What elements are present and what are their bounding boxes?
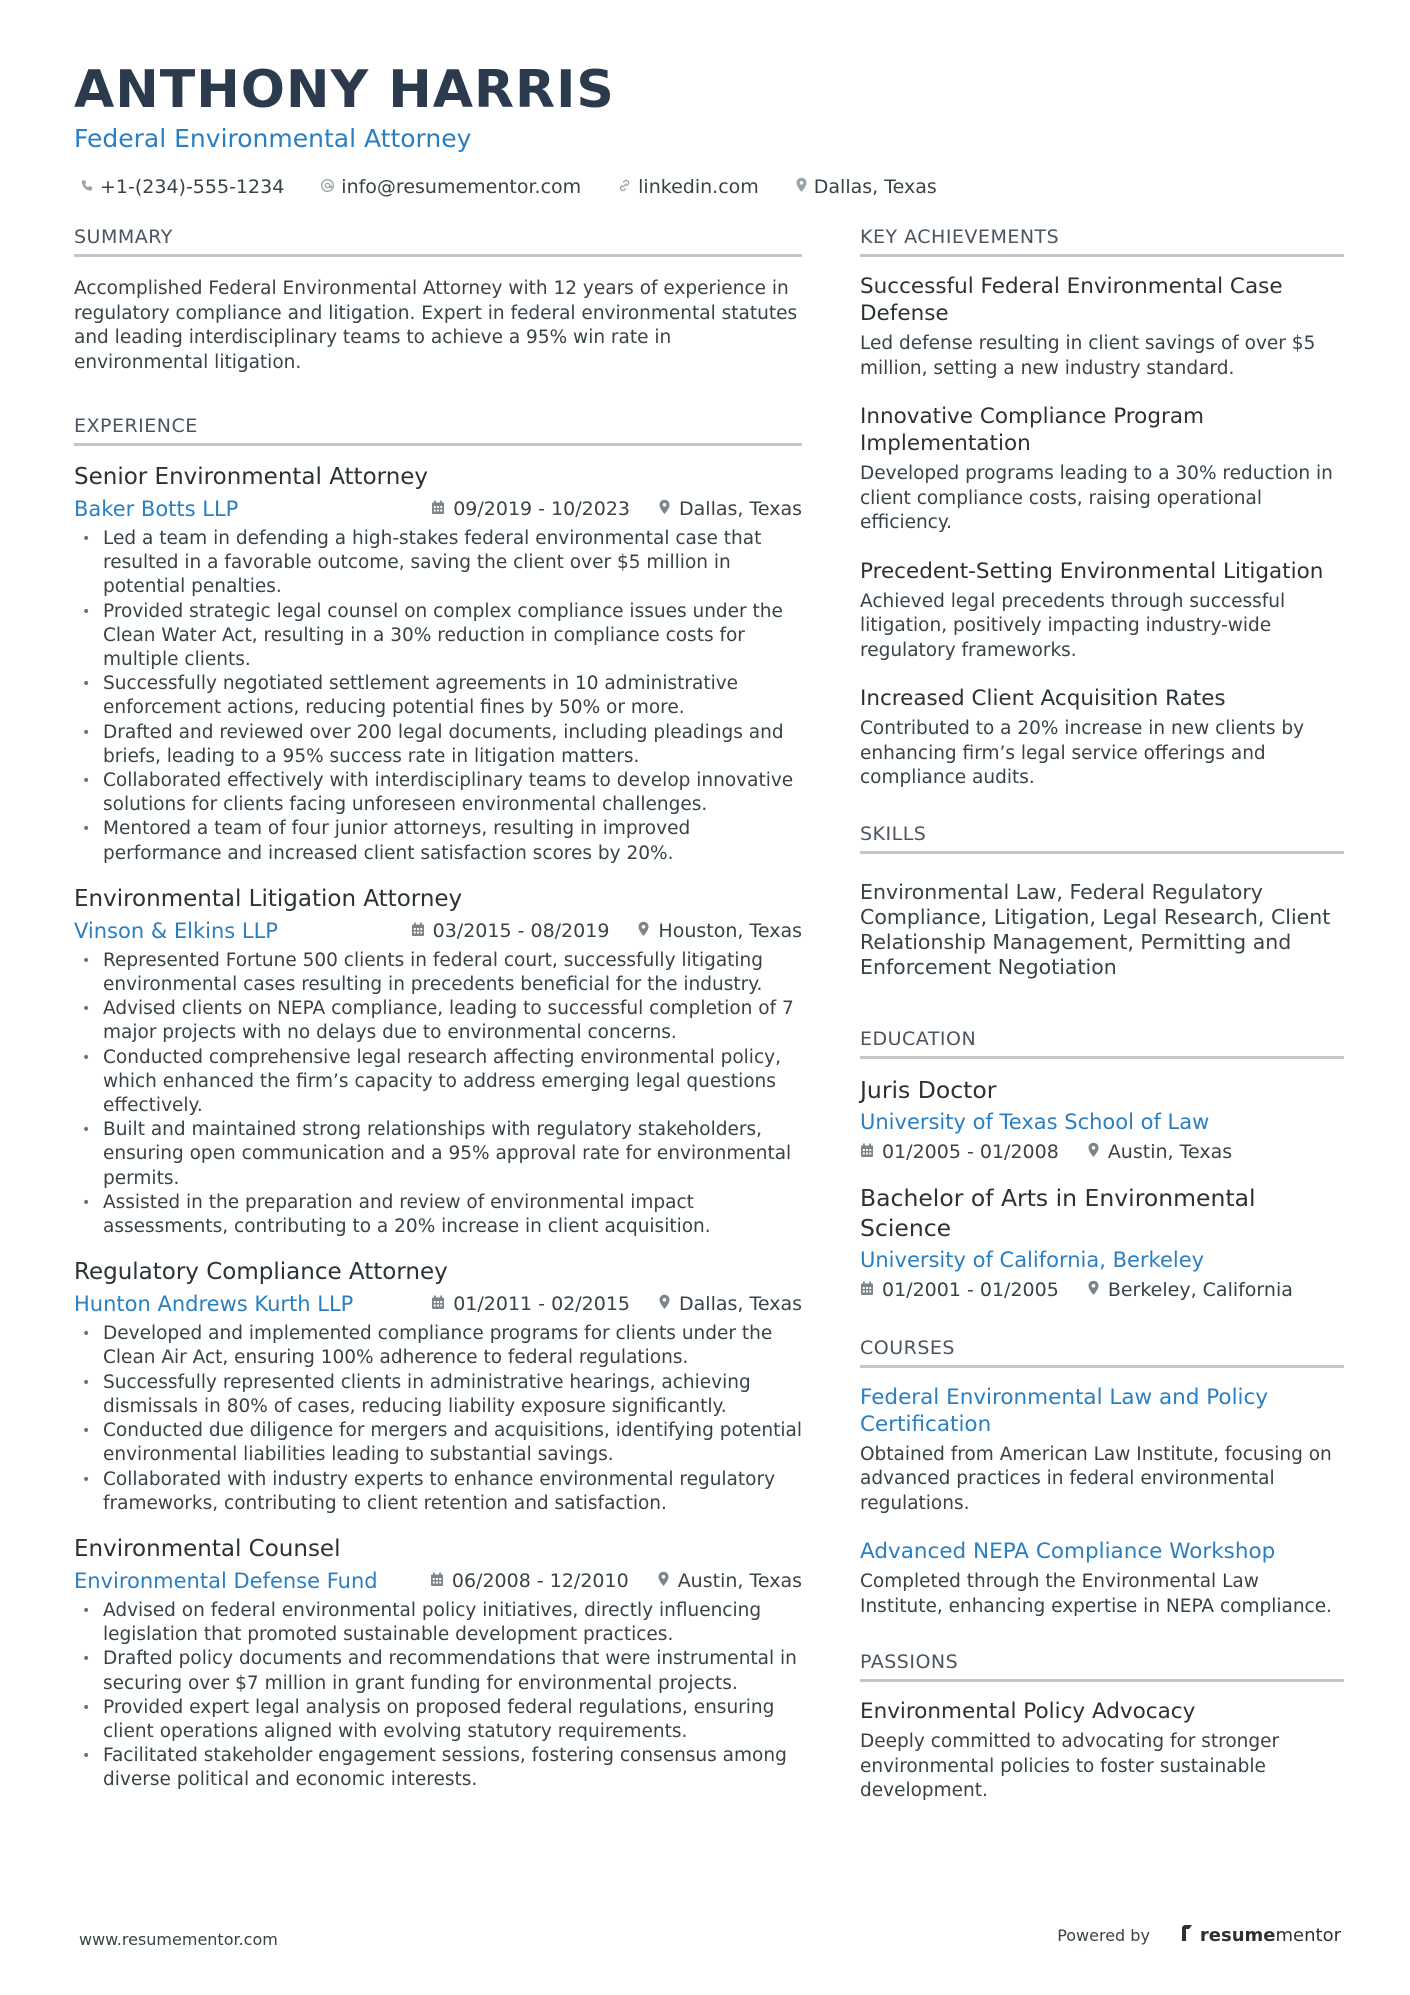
education-location-text: Austin, Texas (1107, 1140, 1233, 1163)
job-bullet: • Conducted due diligence for mergers and acquisitions, identifying potential environmental liabilities leading to substantial savings. (74, 1419, 802, 1467)
education-school: University of Texas School of Law (860, 1109, 1210, 1134)
job-dates-text: 09/2019 - 10/2023 (453, 498, 631, 520)
job-bullet: • Represented Fortune 500 clients in federal court, successfully litigating environmental cases resulting in precedents beneficial for the industry. (74, 949, 802, 997)
education-school: University of California, Berkeley (860, 1247, 1205, 1272)
map-pin-icon (658, 1293, 679, 1315)
contact-email[interactable] (320, 176, 581, 198)
courses-heading: COURSES (860, 1337, 1344, 1368)
education-meta (860, 1279, 1344, 1301)
course-title: Advanced NEPA Compliance Workshop (860, 1539, 1276, 1564)
job-location-text: Houston, Texas (658, 919, 802, 942)
job-location (658, 1293, 802, 1315)
job-bullets (74, 1322, 802, 1516)
achievement-desc: Achieved legal precedents through successful litigation, positively impacting industry-wide regulatory frameworks. (860, 590, 1286, 661)
course-desc: Completed through the Environmental Law Institute, enhancing expertise in NEPA compliance. (860, 1571, 1332, 1617)
job-title: Environmental Litigation Attorney (74, 885, 463, 912)
job-title: Senior Environmental Attorney (74, 464, 429, 490)
calendar-icon (411, 920, 433, 942)
contact-phone-text: +1-(234)-555-1234 (100, 176, 285, 198)
education-degree: Bachelor of Arts in Environmental Science (860, 1183, 1256, 1242)
contact-linkedin-text: linkedin.com (638, 176, 759, 198)
education-location (1087, 1141, 1232, 1163)
job-bullets (74, 527, 802, 866)
achievement-item (860, 273, 1344, 381)
job-company: Environmental Defense Fund (74, 1568, 378, 1593)
brand-logo[interactable] (1180, 1924, 1341, 1947)
education-entry (860, 1075, 1344, 1163)
job-bullet: • Advised clients on NEPA compliance, leading to successful completion of 7 major projects with no delays due to environmental concerns. (74, 997, 802, 1045)
achievement-title: Successful Federal Environmental Case Defense (860, 274, 1283, 326)
achievement-item (860, 558, 1344, 664)
job-bullet: • Provided strategic legal counsel on complex compliance issues under the Clean Water Act, resulting in a 30% reduction in compliance costs for multiple clients. (74, 600, 802, 673)
job-location-text: Dallas, Texas (679, 1293, 802, 1316)
calendar-icon (860, 1141, 882, 1163)
course-desc: Obtained from American Law Institute, focusing on advanced practices in federal environmental regulations. (860, 1443, 1332, 1514)
contact-location-text: Dallas, Texas (813, 176, 937, 198)
at-icon (320, 176, 341, 198)
achievement-desc: Developed programs leading to a 30% reduction in client compliance costs, raising operational efficiency. (860, 463, 1333, 533)
calendar-icon (431, 498, 453, 520)
job-title: Environmental Counsel (74, 1535, 341, 1562)
contact-linkedin[interactable] (617, 176, 759, 198)
job-dates-text: 06/2008 - 12/2010 (451, 1569, 629, 1592)
job-meta-right (402, 1570, 802, 1592)
job-bullet: • Drafted and reviewed over 200 legal documents, including pleadings and briefs, leading to a 95% success rate in litigation matters. (74, 721, 802, 769)
education-degree: Juris Doctor (860, 1075, 997, 1104)
passion-title: Environmental Policy Advocacy (860, 1699, 1196, 1724)
map-pin-icon (658, 498, 679, 520)
course-item (860, 1538, 1344, 1619)
job-bullets (74, 949, 802, 1239)
job-bullet: • Successfully negotiated settlement agreements in 10 administrative enforcement actions, reducing potential fines by 50% or more. (74, 672, 802, 720)
achievement-title: Increased Client Acquisition Rates (860, 686, 1226, 711)
education-location-text: Berkeley, California (1107, 1278, 1293, 1301)
job-bullet: • Drafted policy documents and recommendations that were instrumental in securing over $7 million in grant funding for environmental projects. (74, 1647, 802, 1695)
courses-section (860, 1337, 1344, 1620)
job-bullet: • Led a team in defending a high-stakes federal environmental case that resulted in a favorable outcome, saving the client over $5 million in potential penalties. (74, 527, 802, 600)
job-bullet: • Developed and implemented compliance programs for clients under the Clean Air Act, ensuring 100% adherence to federal regulations. (74, 1322, 802, 1370)
summary-text: Accomplished Federal Environmental Attorney with 12 years of experience in regulatory compliance and litigation. Expert in federal environmental statutes and leading interdisciplinary teams to achieve a 95% win rate in environmental litigation. (74, 278, 798, 373)
contact-row (74, 176, 1344, 198)
job-meta (74, 1569, 802, 1593)
brand-name-bold: resume (1199, 1925, 1276, 1946)
footer-website[interactable]: www.resumementor.com (79, 1930, 278, 1949)
experience-entry (74, 1257, 802, 1516)
summary-section (74, 226, 802, 375)
job-bullet: • Built and maintained strong relationships with regulatory stakeholders, ensuring open communication and a 95% approval rate for environmental permits. (74, 1118, 802, 1191)
right-column (860, 226, 1344, 1826)
education-section (860, 1028, 1344, 1301)
course-title: Federal Environmental Law and Policy Certification (860, 1384, 1269, 1437)
passions-section (860, 1651, 1344, 1804)
job-bullet: • Advised on federal environmental policy initiatives, directly influencing legislation that promoted sustainable development practices. (74, 1599, 802, 1647)
powered-by-label: Powered by (1057, 1926, 1150, 1945)
footer-branding (1057, 1924, 1341, 1947)
phone-icon (80, 176, 100, 198)
achievement-item (860, 403, 1344, 536)
calendar-icon (431, 1293, 453, 1315)
education-dates (860, 1279, 1059, 1301)
skills-text: Environmental Law, Federal Regulatory Compliance, Litigation, Legal Research, Client Relationship Management, Permitting and Enforcement Negotiation (860, 879, 1331, 979)
job-bullet: • Collaborated effectively with interdisciplinary teams to develop innovative solutions for clients facing unforeseen environmental challenges. (74, 769, 802, 817)
resumementor-logo-icon (1180, 1924, 1196, 1947)
skills-section (860, 823, 1344, 980)
job-bullet: • Conducted comprehensive legal research affecting environmental policy, which enhanced the firm’s capacity to address emerging legal questions effectively. (74, 1046, 802, 1119)
education-dates (860, 1141, 1059, 1163)
map-pin-icon (795, 176, 814, 198)
experience-entry (74, 884, 802, 1239)
achievements-section (860, 226, 1344, 791)
job-dates (431, 1293, 630, 1315)
achievement-desc: Contributed to a 20% increase in new clients by enhancing firm’s legal service offerings and compliance audits. (860, 718, 1305, 788)
map-pin-icon (657, 1570, 678, 1592)
contact-location (795, 176, 937, 198)
experience-section (74, 415, 802, 1793)
job-location-text: Dallas, Texas (679, 498, 802, 520)
resume-header (74, 58, 1344, 198)
job-meta (74, 497, 802, 521)
job-company: Hunton Andrews Kurth LLP (74, 1292, 354, 1317)
job-meta (74, 919, 802, 943)
link-icon (617, 176, 638, 198)
brand-name-rest: mentor (1275, 1925, 1341, 1946)
job-meta-right (403, 498, 802, 520)
job-bullet: • Provided expert legal analysis on proposed federal regulations, ensuring client operations aligned with evolving statutory requirements. (74, 1696, 802, 1744)
job-dates-text: 03/2015 - 08/2019 (432, 919, 610, 942)
job-dates (411, 920, 610, 942)
map-pin-icon (1087, 1279, 1108, 1301)
education-dates-text: 01/2001 - 01/2005 (882, 1278, 1059, 1301)
job-meta (74, 1292, 802, 1316)
passion-desc: Deeply committed to advocating for stronger environmental policies to foster sustainable development. (860, 1731, 1280, 1801)
contact-email-text: info@resumementor.com (341, 176, 582, 198)
contact-phone (80, 176, 284, 198)
passions-heading: PASSIONS (860, 1651, 1344, 1682)
achievement-title: Innovative Compliance Program Implementation (860, 404, 1204, 456)
job-dates-text: 01/2011 - 02/2015 (453, 1293, 631, 1316)
map-pin-icon (637, 920, 658, 942)
experience-heading: EXPERIENCE (74, 415, 802, 446)
education-location (1087, 1279, 1293, 1301)
job-location-text: Austin, Texas (677, 1569, 802, 1592)
job-company: Vinson & Elkins LLP (74, 918, 278, 943)
education-heading: EDUCATION (860, 1028, 1344, 1059)
education-meta (860, 1141, 1344, 1163)
job-dates (431, 498, 630, 520)
job-bullet: • Collaborated with industry experts to enhance environmental regulatory frameworks, contributing to client retention and satisfaction. (74, 1468, 802, 1516)
achievement-desc: Led defense resulting in client savings of over $5 million, setting a new industry standard. (860, 333, 1316, 379)
experience-entry (74, 462, 802, 866)
job-title: Regulatory Compliance Attorney (74, 1259, 448, 1286)
job-bullets (74, 1599, 802, 1793)
job-bullet: • Mentored a team of four junior attorneys, resulting in improved performance and increased client satisfaction scores by 20%. (74, 817, 802, 865)
candidate-title: Federal Environmental Attorney (74, 124, 472, 153)
summary-heading: SUMMARY (74, 226, 802, 257)
candidate-name: ANTHONY HARRIS (74, 60, 615, 120)
job-company: Baker Botts LLP (74, 497, 239, 521)
job-meta-right (403, 1293, 802, 1315)
achievements-heading: KEY ACHIEVEMENTS (860, 226, 1344, 257)
education-entry (860, 1183, 1344, 1301)
achievement-item (860, 685, 1344, 791)
skills-heading: SKILLS (860, 823, 1344, 854)
map-pin-icon (1087, 1141, 1108, 1163)
job-bullet: • Successfully represented clients in administrative hearings, achieving dismissals in 80% of cases, reducing liability exposure significantly. (74, 1371, 802, 1419)
left-column (74, 226, 802, 1811)
job-location (657, 1570, 802, 1592)
job-dates (430, 1570, 629, 1592)
job-meta-right (383, 920, 802, 942)
job-bullet: • Facilitated stakeholder engagement sessions, fostering consensus among diverse political and economic interests. (74, 1744, 802, 1792)
passion-item (860, 1698, 1344, 1804)
job-location (637, 920, 802, 942)
experience-entry (74, 1534, 802, 1793)
education-dates-text: 01/2005 - 01/2008 (882, 1140, 1059, 1163)
calendar-icon (430, 1570, 452, 1592)
job-bullet: • Assisted in the preparation and review of environmental impact assessments, contributing to a 20% increase in client acquisition. (74, 1191, 802, 1239)
calendar-icon (860, 1279, 882, 1301)
course-item (860, 1384, 1344, 1517)
job-location (658, 498, 802, 520)
achievement-title: Precedent-Setting Environmental Litigation (860, 558, 1324, 584)
